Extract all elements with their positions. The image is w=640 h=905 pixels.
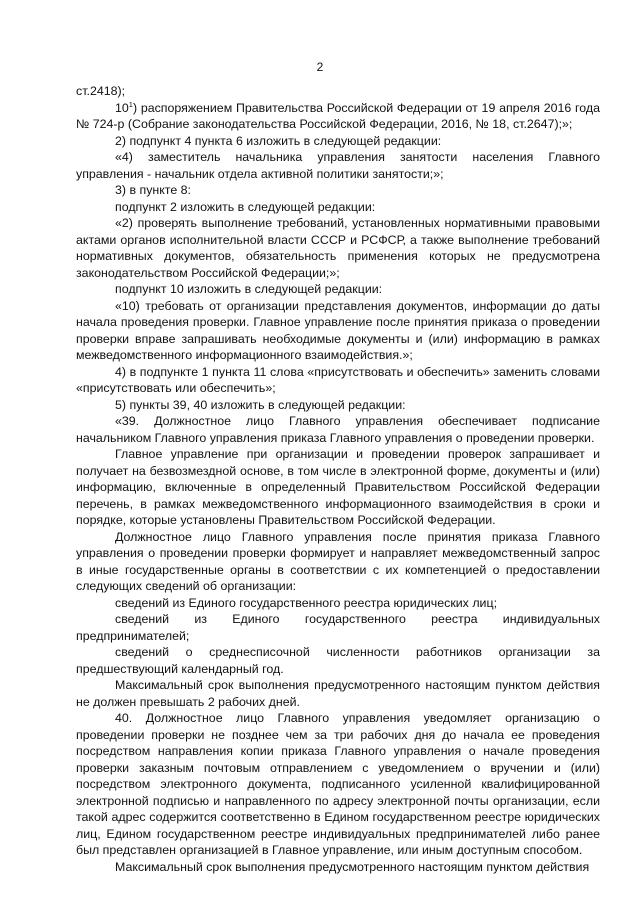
superscript: 1 — [128, 99, 133, 109]
item-number: 10 — [115, 100, 129, 115]
paragraph — [76, 182, 600, 199]
paragraph-text: «2) проверять выполнение требований, установленных нормативными правовыми актами органов исполнительной власти СССР и РСФСР, а также выполнение требований нормативных документов, обязательность применения которых не предусмотрена законодательством Российской Федерации;»; — [76, 216, 600, 280]
paragraph-text: 2) подпункт 4 пункта 6 изложить в следующей редакции: — [115, 133, 442, 148]
paragraph-text: Должностное лицо Главного управления после принятия приказа Главного управления о проведении проверки формирует и направляет межведомственный запрос в иные государственные органы в соответствии с их компетенцией о предоставлении следующих сведений об организации: — [76, 529, 600, 593]
paragraph — [76, 281, 600, 298]
paragraph — [76, 397, 600, 414]
paragraph-text: «39. Должностное лицо Главного управления обеспечивает подписание начальником Главного управления приказа Главного управления о проведении проверки. — [76, 414, 600, 445]
paragraph-text: 3) в пункте 8: — [115, 183, 191, 197]
paragraph — [76, 149, 600, 182]
paragraph-text: Максимальный срок выполнения предусмотренного настоящим пунктом действия — [115, 859, 590, 874]
paragraph-text: подпункт 2 изложить в следующей редакции: — [115, 199, 376, 214]
paragraph — [76, 644, 600, 677]
document-body — [76, 83, 600, 875]
paragraph — [76, 413, 600, 446]
paragraph — [76, 133, 600, 150]
paragraph — [76, 199, 600, 216]
paragraph-text: 4) в подпункте 1 пункта 11 слова «присутствовать и обеспечить» заменить словами «присутствовать или обеспечить»; — [76, 364, 600, 395]
paragraph — [76, 529, 600, 595]
paragraph-text: 5) пункты 39, 40 изложить в следующей редакции: — [115, 397, 406, 412]
paragraph-text: «4) заместитель начальника управления занятости населения Главного управления - начальник отдела активной политики занятости;»; — [76, 150, 600, 181]
paragraph-text: ст.2418); — [76, 84, 126, 98]
paragraph-text: 40. Должностное лицо Главного управления уведомляет организацию о проведении проверки не позднее чем за три рабочих дня до начала ее проведения посредством направления копии приказа Главного управления о начале проведения проверки заказным почтовым отправлением с уведомлением о вручении и (или) посредством электронного документа, подписанного усиленной квалифицированной электронной подписью и направленного по адресу электронной почты организации, если такой адрес содержится соответственно в Едином государственном реестре юридических лиц, Едином государственном реестре индивидуальных предпринимателей либо ранее был представлен организацией в Главное управление, или иным доступным способом. — [76, 711, 600, 857]
paragraph-text: ) распоряжением Правительства Российской Федерации от 19 апреля 2016 года № 724-р (Собрание законодательства Российской Федерации, 2016, № 18, ст.2647);»; — [76, 100, 600, 131]
page-number: 2 — [316, 60, 324, 74]
paragraph — [76, 859, 600, 876]
paragraph-text: Максимальный срок выполнения предусмотренного настоящим пунктом действия не должен превышать 2 рабочих дней. — [76, 678, 600, 709]
paragraph-text: «10) требовать от организации представления документов, информации до даты начала проведения проверки. Главное управление после принятия приказа о проведении проверки вправе запрашивать необходимые документы и (или) информацию в рамках межведомственного информационного взаимодействия.»; — [76, 298, 600, 362]
paragraph — [76, 710, 600, 859]
paragraph-text: сведений из Единого государственного реестра юридических лиц; — [115, 595, 498, 610]
paragraph — [76, 364, 600, 397]
paragraph — [76, 100, 600, 133]
paragraph — [76, 677, 600, 710]
paragraph — [76, 298, 600, 364]
paragraph-text: Главное управление при организации и проведении проверок запрашивает и получает на безвозмездной основе, в том числе в электронной форме, документы и (или) информацию, включенные в определенный Правительством Российской Федерации перечень, в рамках межведомственного информационного взаимодействия в сроки и порядке, которые установлены Правительством Российской Федерации. — [76, 447, 600, 527]
paragraph — [76, 611, 600, 644]
paragraph-text: сведений из Единого государственного реестра индивидуальных предпринимателей; — [76, 612, 600, 643]
paragraph — [76, 83, 600, 100]
paragraph-text: сведений о среднесписочной численности работников организации за предшествующий календарный год. — [76, 645, 600, 676]
paragraph — [76, 215, 600, 281]
paragraph-text: подпункт 10 изложить в следующей редакции: — [115, 282, 383, 296]
paragraph — [76, 595, 600, 612]
paragraph — [76, 446, 600, 529]
